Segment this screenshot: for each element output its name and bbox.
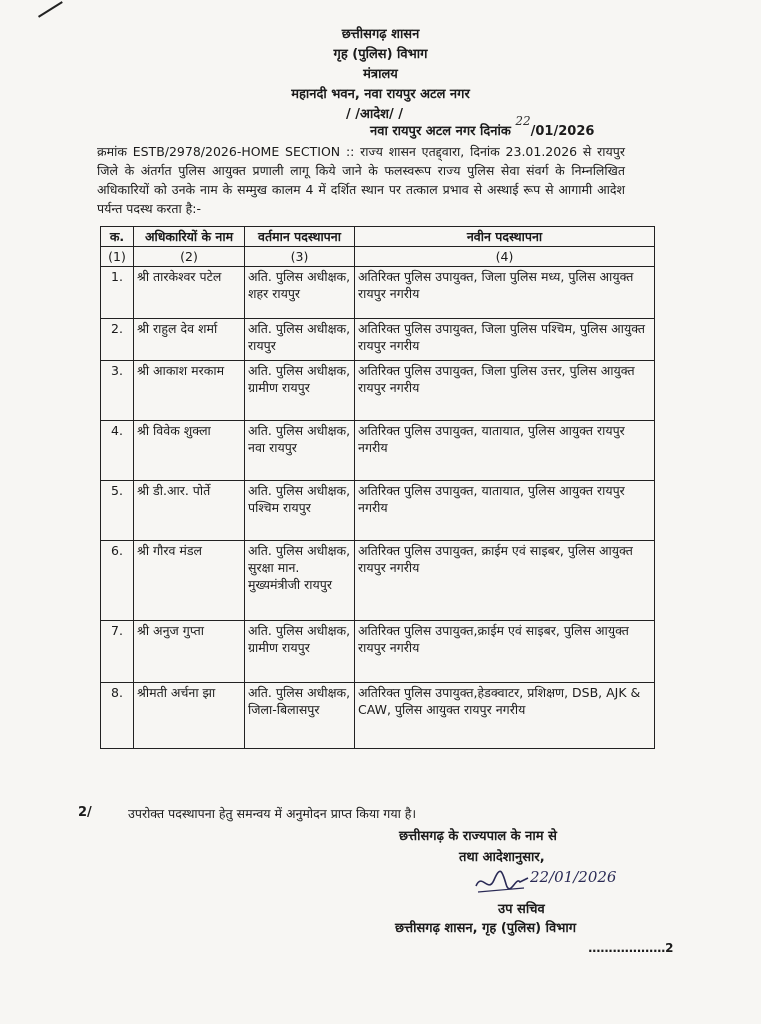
row-new-posting: अतिरिक्त पुलिस उपायुक्त, क्राईम एवं साइबर, पुलिस आयुक्त रायपुर नगरीय [355, 541, 655, 621]
row-new-posting: अतिरिक्त पुलिस उपायुक्त,क्राईम एवं साइबर, पुलिस आयुक्त रायपुर नगरीय [355, 621, 655, 683]
posting-table [100, 226, 655, 749]
table-row [101, 267, 655, 319]
table-row [101, 481, 655, 541]
row-serial: 1. [101, 267, 134, 319]
date-prefix: नवा रायपुर अटल नगर दिनांक [370, 124, 511, 139]
row-serial: 8. [101, 683, 134, 749]
row-serial: 4. [101, 421, 134, 481]
row-current-posting: अति. पुलिस अधीक्षक, शहर रायपुर [245, 267, 355, 319]
row-serial: 6. [101, 541, 134, 621]
row-officer-name: श्री गौरव मंडल [134, 541, 245, 621]
signatory-department: छत्तीसगढ़ शासन, गृह (पुलिस) विभाग [395, 921, 577, 936]
row-current-posting: अति. पुलिस अधीक्षक, सुरक्षा मान. मुख्यमंत्रीजी रायपुर [245, 541, 355, 621]
table-row [101, 683, 655, 749]
col-header-new-posting: नवीन पदस्थापना [355, 227, 655, 247]
col-index-4: (4) [355, 247, 655, 267]
row-new-posting: अतिरिक्त पुलिस उपायुक्त, यातायात, पुलिस आयुक्त रायपुर नगरीय [355, 481, 655, 541]
col-header-serial: क. [101, 227, 134, 247]
para2-text: उपरोक्त पदस्थापना हेतु समन्वय में अनुमोदन प्राप्त किया गया है। [128, 806, 417, 821]
dept-name: गृह (पुलिस) विभाग [333, 47, 428, 62]
row-new-posting: अतिरिक्त पुलिस उपायुक्त,हेडक्वाटर, प्रशिक्षण, DSB, AJK & CAW, पुलिस आयुक्त रायपुर नगरीय [355, 683, 655, 749]
row-serial: 2. [101, 319, 134, 361]
row-officer-name: श्री डी.आर. पोर्ते [134, 481, 245, 541]
row-officer-name: श्री राहुल देव शर्मा [134, 319, 245, 361]
signatory-designation: उप सचिव [498, 902, 545, 917]
table-row [101, 421, 655, 481]
ministry-label: मंत्रालय [363, 67, 398, 82]
row-current-posting: अति. पुलिस अधीक्षक, नवा रायपुर [245, 421, 355, 481]
table-row [101, 361, 655, 421]
handwritten-signature [472, 864, 532, 898]
gov-name: छत्तीसगढ़ शासन [341, 27, 420, 42]
order-date-line [370, 114, 595, 139]
handwritten-day: 22 [515, 114, 531, 128]
row-new-posting: अतिरिक्त पुलिस उपायुक्त, जिला पुलिस उत्तर, पुलिस आयुक्त रायपुर नगरीय [355, 361, 655, 421]
governor-order-line: छत्तीसगढ़ के राज्यपाल के नाम से [399, 829, 557, 844]
order-title: / /आदेश/ / [345, 107, 404, 122]
row-current-posting: अति. पुलिस अधीक्षक, ग्रामीण रायपुर [245, 621, 355, 683]
col-index-2: (2) [134, 247, 245, 267]
office-address: महानदी भवन, नवा रायपुर अटल नगर [291, 87, 470, 102]
row-serial: 3. [101, 361, 134, 421]
col-header-officer-name: अधिकारियों के नाम [134, 227, 245, 247]
row-new-posting: अतिरिक्त पुलिस उपायुक्त, जिला पुलिस पश्चिम, पुलिस आयुक्त रायपुर नगरीय [355, 319, 655, 361]
row-new-posting: अतिरिक्त पुलिस उपायुक्त, जिला पुलिस मध्य, पुलिस आयुक्त रायपुर नगरीय [355, 267, 655, 319]
signature-scrawl-icon [472, 864, 532, 898]
table-row [101, 319, 655, 361]
table-row [101, 621, 655, 683]
row-officer-name: श्री आकाश मरकाम [134, 361, 245, 421]
row-current-posting: अति. पुलिस अधीक्षक, जिला-बिलासपुर [245, 683, 355, 749]
row-officer-name: श्री तारकेश्वर पटेल [134, 267, 245, 319]
para2-number: 2/ [78, 805, 92, 820]
row-serial: 7. [101, 621, 134, 683]
col-index-1: (1) [101, 247, 134, 267]
col-index-3: (3) [245, 247, 355, 267]
row-current-posting: अति. पुलिस अधीक्षक, ग्रामीण रायपुर [245, 361, 355, 421]
row-current-posting: अति. पुलिस अधीक्षक, पश्चिम रायपुर [245, 481, 355, 541]
corner-pen-mark [38, 1, 63, 18]
table-row [101, 541, 655, 621]
row-officer-name: श्री अनुज गुप्ता [134, 621, 245, 683]
row-serial: 5. [101, 481, 134, 541]
row-officer-name: श्री विवेक शुक्ला [134, 421, 245, 481]
date-suffix: /01/2026 [530, 124, 595, 139]
by-order-line: तथा आदेशानुसार, [459, 850, 545, 865]
table-header-row [101, 227, 655, 247]
table-index-row [101, 247, 655, 267]
handwritten-sign-date: 22/01/2026 [530, 868, 617, 886]
row-new-posting: अतिरिक्त पुलिस उपायुक्त, यातायात, पुलिस आयुक्त रायपुर नगरीय [355, 421, 655, 481]
row-officer-name: श्रीमती अर्चना झा [134, 683, 245, 749]
page-continuation-marker: ...................2 [588, 941, 673, 955]
col-header-current-posting: वर्तमान पदस्थापना [245, 227, 355, 247]
order-body-paragraph: क्रमांक ESTB/2978/2026-HOME SECTION :: राज्य शासन एतद्द्वारा, दिनांक 23.01.2026 से रायपुर जिले के अंतर्गत पुलिस आयुक्त प्रणाली लागू किये जाने के फलस्वरूप राज्य पुलिस सेवा संवर्ग के निम्नलिखित अधिकारियों को उनके नाम के सम्मुख कालम 4 में दर्शित स्थान पर तत्काल प्रभाव से अस्थाई रूप से आगामी आदेश पर्यन्त पदस्थ करता है:- [97, 144, 625, 216]
row-current-posting: अति. पुलिस अधीक्षक, रायपुर [245, 319, 355, 361]
